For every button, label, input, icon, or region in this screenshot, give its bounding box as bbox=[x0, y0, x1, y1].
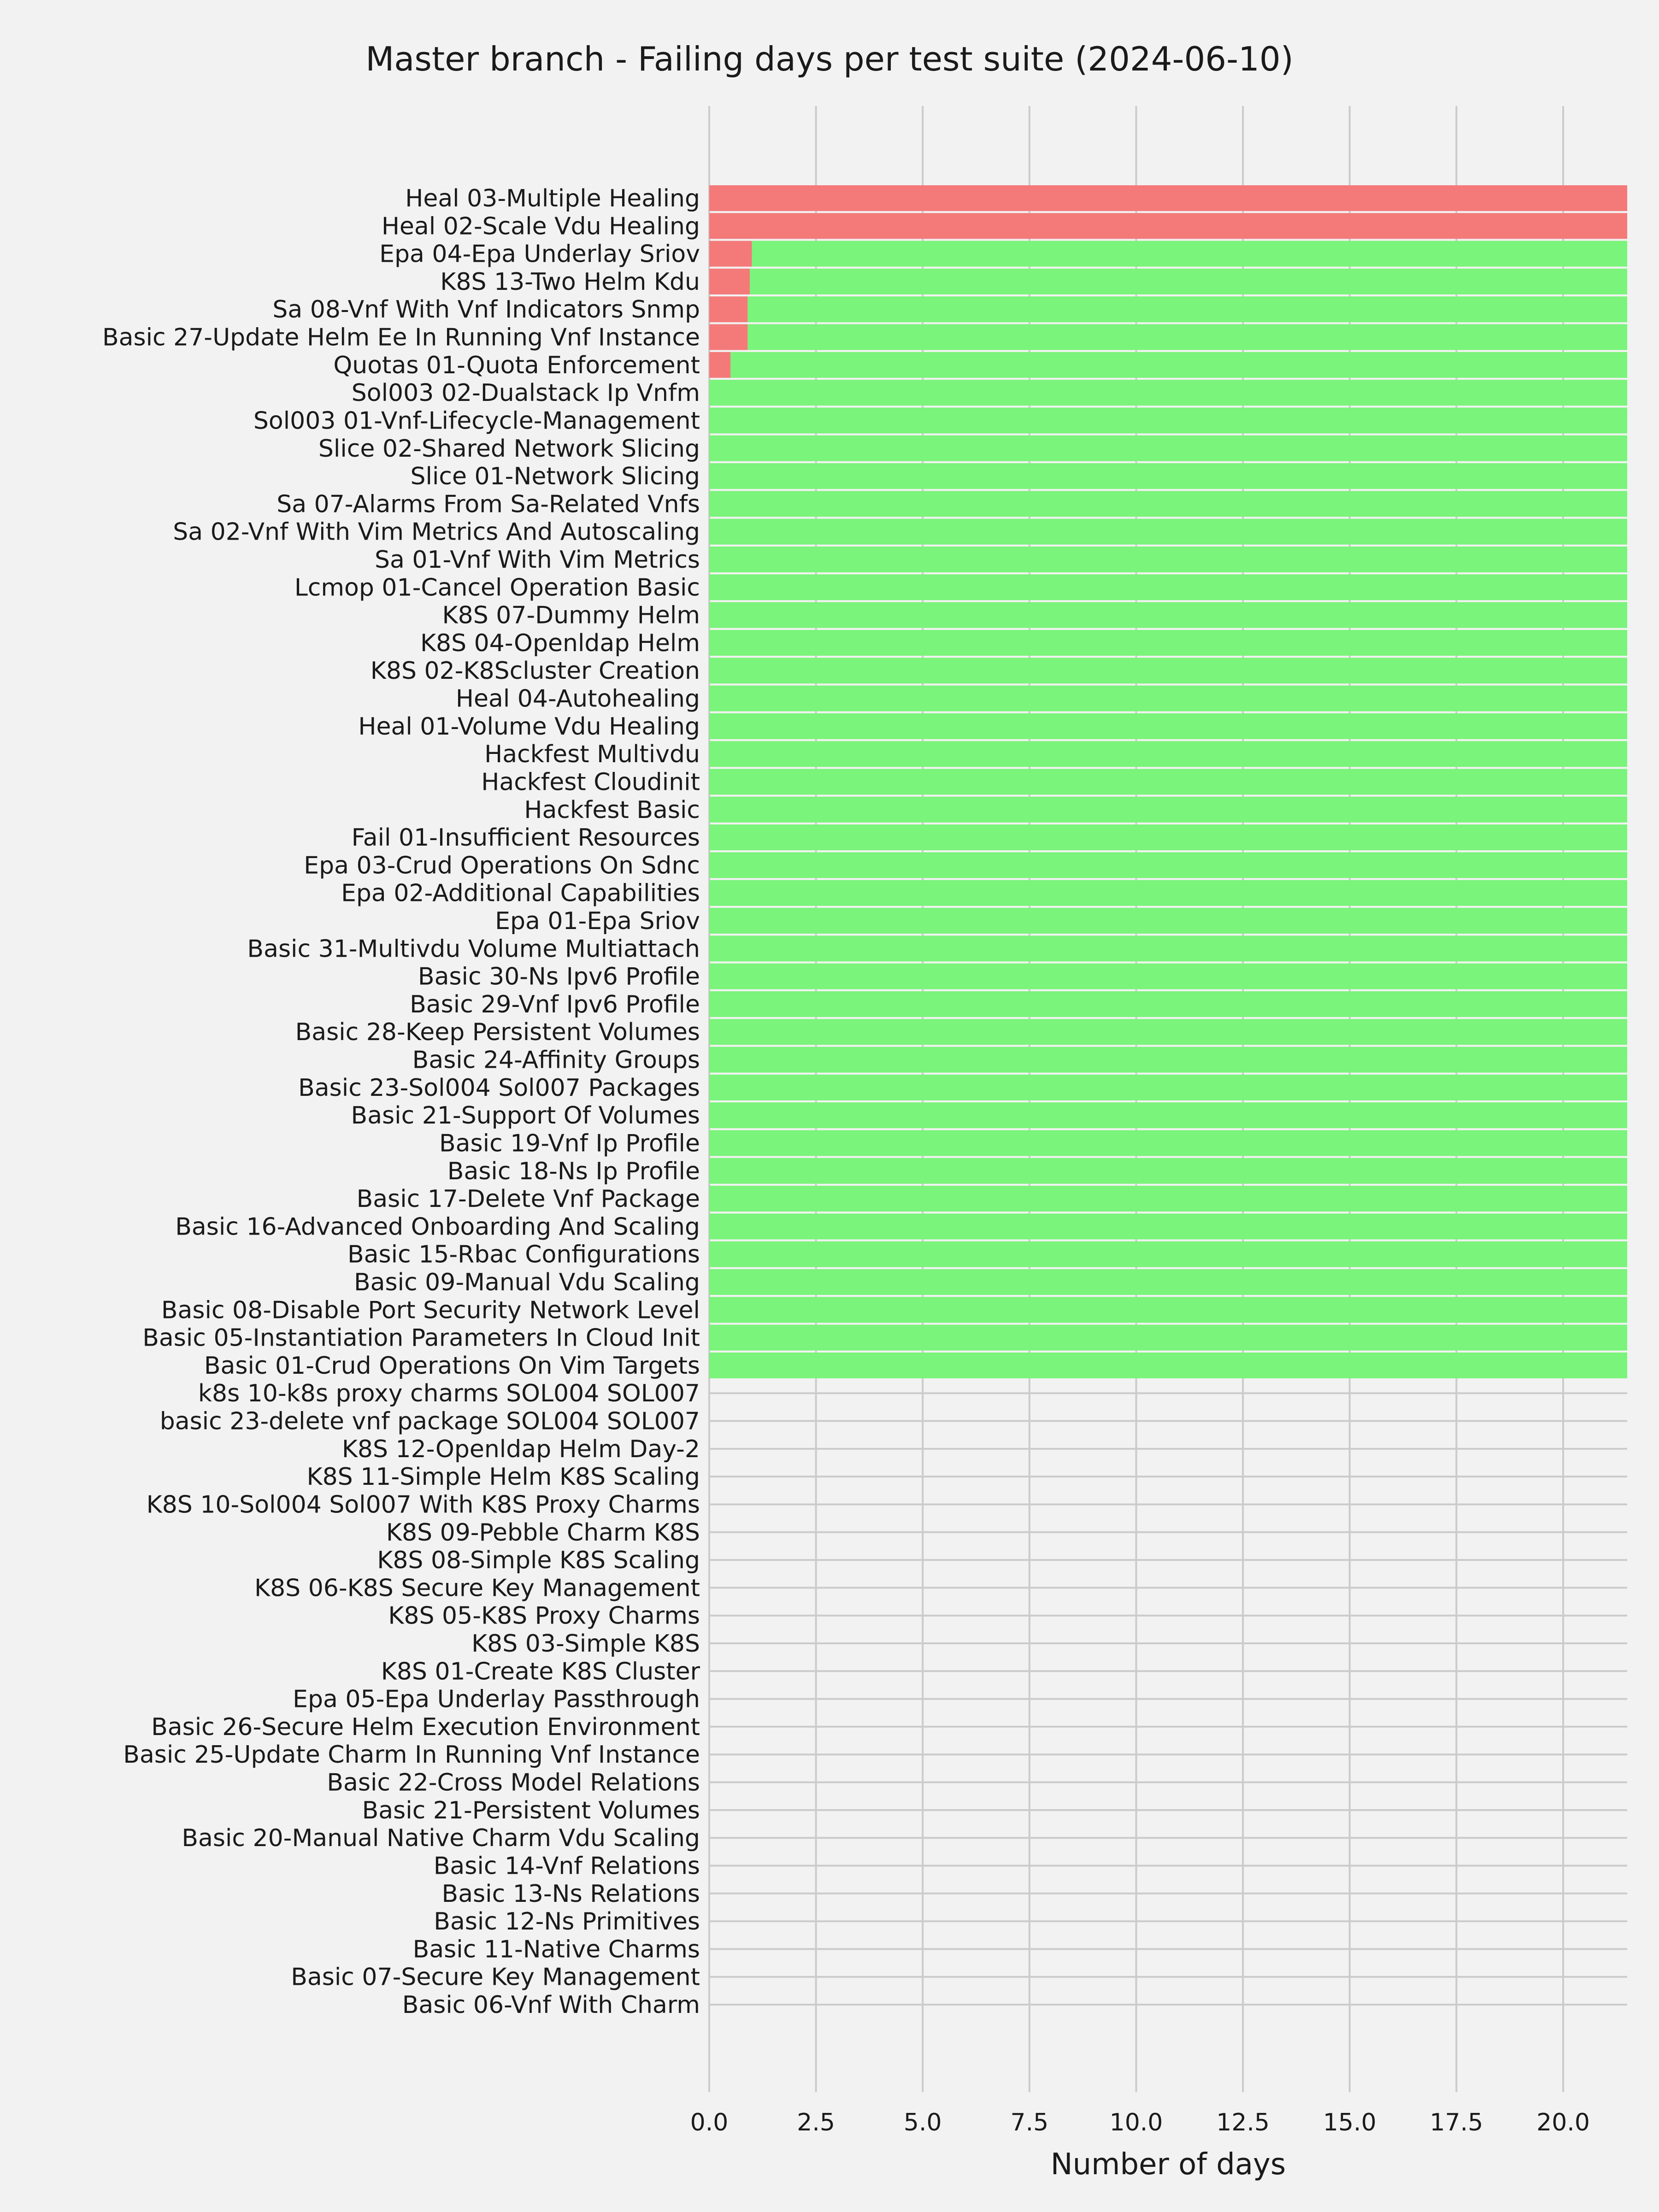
bar-passing bbox=[709, 380, 1627, 406]
y-tick-label: Basic 22-Cross Model Relations bbox=[327, 1769, 700, 1797]
bar-passing bbox=[709, 630, 1627, 656]
chart-title: Master branch - Failing days per test suite (2024-06-10) bbox=[365, 40, 1294, 78]
y-tick-label: Heal 02-Scale Vdu Healing bbox=[381, 212, 700, 241]
bar-passing bbox=[709, 1102, 1627, 1128]
bar-passing bbox=[709, 852, 1627, 878]
y-tick-label: Heal 01-Volume Vdu Healing bbox=[358, 712, 700, 741]
y-tick-label: Basic 11-Native Charms bbox=[412, 1936, 700, 1964]
bar-passing bbox=[709, 1297, 1627, 1323]
x-tick-label: 5.0 bbox=[903, 2109, 942, 2136]
y-tick-label: Basic 08-Disable Port Security Network Level bbox=[161, 1296, 700, 1324]
bar-passing bbox=[709, 463, 1627, 489]
bar-passing bbox=[709, 1241, 1627, 1267]
y-tick-label: Epa 05-Epa Underlay Passthrough bbox=[293, 1685, 700, 1713]
y-tick-label: Basic 24-Affinity Groups bbox=[412, 1046, 700, 1074]
bar-passing bbox=[709, 435, 1627, 461]
bar-failing bbox=[709, 185, 1627, 211]
bar-passing bbox=[709, 935, 1627, 961]
y-tick-label: Quotas 01-Quota Enforcement bbox=[333, 351, 700, 379]
y-tick-label: K8S 07-Dummy Helm bbox=[442, 601, 700, 629]
bar-passing bbox=[709, 769, 1627, 794]
y-tick-label: Hackfest Multivdu bbox=[484, 741, 700, 769]
bar-passing bbox=[709, 1325, 1627, 1351]
y-tick-label: Basic 27-Update Helm Ee In Running Vnf Instance bbox=[102, 324, 700, 352]
bar-passing bbox=[709, 1075, 1627, 1100]
y-tick-label: Sa 02-Vnf With Vim Metrics And Autoscaling bbox=[173, 518, 700, 546]
bar-passing bbox=[709, 797, 1627, 823]
y-tick-label: Basic 16-Advanced Onboarding And Scaling bbox=[175, 1213, 700, 1241]
y-tick-label: Sa 08-Vnf With Vnf Indicators Snmp bbox=[272, 296, 700, 324]
y-tick-label: Heal 03-Multiple Healing bbox=[405, 185, 700, 212]
bar-passing bbox=[709, 1019, 1627, 1045]
y-tick-label: Basic 17-Delete Vnf Package bbox=[356, 1185, 700, 1213]
x-tick-label: 17.5 bbox=[1430, 2109, 1483, 2136]
x-tick-label: 15.0 bbox=[1323, 2109, 1377, 2136]
y-tick-label: Slice 02-Shared Network Slicing bbox=[318, 435, 700, 463]
bar-passing bbox=[747, 324, 1627, 350]
y-tick-label: Basic 26-Secure Helm Execution Environment bbox=[151, 1713, 700, 1741]
bar-failing bbox=[709, 324, 747, 350]
y-tick-label: K8S 04-Openldap Helm bbox=[420, 629, 700, 657]
y-tick-label: Sol003 01-Vnf-Lifecycle-Management bbox=[253, 407, 700, 435]
x-tick-label: 12.5 bbox=[1216, 2109, 1270, 2136]
y-tick-label: Hackfest Cloudinit bbox=[481, 768, 700, 796]
y-tick-label: Hackfest Basic bbox=[524, 796, 700, 824]
y-tick-label: Lcmop 01-Cancel Operation Basic bbox=[294, 574, 700, 602]
y-tick-label: Basic 12-Ns Primitives bbox=[434, 1908, 700, 1936]
y-tick-label: k8s 10-k8s proxy charms SOL004 SOL007 bbox=[198, 1380, 700, 1408]
y-tick-label: Basic 07-Secure Key Management bbox=[291, 1963, 700, 1991]
y-tick-label: K8S 11-Simple Helm K8S Scaling bbox=[306, 1463, 700, 1491]
bar-passing bbox=[709, 547, 1627, 572]
y-tick-label: K8S 12-Openldap Helm Day-2 bbox=[341, 1435, 700, 1463]
bar-passing bbox=[709, 574, 1627, 600]
y-tick-label: Basic 31-Multivdu Volume Multiattach bbox=[247, 935, 700, 963]
y-tick-label: K8S 05-K8S Proxy Charms bbox=[388, 1602, 700, 1630]
bar-passing bbox=[750, 269, 1627, 294]
bar-passing bbox=[709, 407, 1627, 433]
y-tick-label: Basic 06-Vnf With Charm bbox=[402, 1991, 700, 2019]
bar-failing bbox=[709, 296, 747, 322]
bar-passing bbox=[747, 296, 1627, 322]
y-tick-label: K8S 09-Pebble Charm K8S bbox=[386, 1518, 700, 1547]
bar-failing bbox=[709, 241, 752, 267]
x-tick-label: 20.0 bbox=[1536, 2109, 1590, 2136]
y-tick-label: Sol003 02-Dualstack Ip Vnfm bbox=[351, 379, 700, 407]
y-tick-label: Epa 04-Epa Underlay Sriov bbox=[379, 240, 700, 268]
x-tick-label: 7.5 bbox=[1010, 2109, 1049, 2136]
bar-failing bbox=[709, 269, 750, 294]
y-tick-label: basic 23-delete vnf package SOL004 SOL007 bbox=[159, 1407, 700, 1435]
bar-passing bbox=[709, 1213, 1627, 1239]
y-tick-label: Basic 25-Update Charm In Running Vnf Instance bbox=[123, 1741, 700, 1769]
bar-passing bbox=[709, 824, 1627, 850]
bar-passing bbox=[709, 1047, 1627, 1073]
x-tick-label: 2.5 bbox=[797, 2109, 835, 2136]
bar-passing bbox=[709, 519, 1627, 545]
y-tick-label: K8S 02-K8Scluster Creation bbox=[370, 657, 700, 685]
y-tick-label: Basic 01-Crud Operations On Vim Targets bbox=[204, 1352, 700, 1380]
bars bbox=[709, 185, 1627, 1378]
y-tick-label: K8S 08-Simple K8S Scaling bbox=[377, 1547, 700, 1575]
y-tick-label: Basic 20-Manual Native Charm Vdu Scaling bbox=[182, 1824, 700, 1853]
y-tick-label: K8S 10-Sol004 Sol007 With K8S Proxy Charms bbox=[146, 1491, 700, 1519]
bar-failing bbox=[709, 352, 730, 378]
bar-passing bbox=[709, 991, 1627, 1017]
y-tick-label: Basic 21-Support Of Volumes bbox=[351, 1102, 700, 1130]
y-tick-label: Basic 15-Rbac Configurations bbox=[347, 1241, 700, 1269]
y-tick-label: K8S 13-Two Helm Kdu bbox=[440, 268, 700, 296]
y-tick-label: K8S 01-Create K8S Cluster bbox=[381, 1658, 700, 1686]
x-tick-labels bbox=[690, 2109, 1590, 2136]
y-tick-label: Basic 19-Vnf Ip Profile bbox=[439, 1130, 700, 1158]
y-tick-label: Sa 01-Vnf With Vim Metrics bbox=[374, 546, 700, 574]
y-tick-label: Fail 01-Insufficient Resources bbox=[351, 824, 700, 852]
bar-passing bbox=[752, 241, 1627, 267]
y-tick-label: Basic 13-Ns Relations bbox=[441, 1880, 700, 1908]
y-tick-label: Slice 01-Network Slicing bbox=[410, 463, 700, 491]
y-tick-label: Basic 21-Persistent Volumes bbox=[362, 1796, 700, 1824]
y-tick-label: Sa 07-Alarms From Sa-Related Vnfs bbox=[276, 490, 700, 518]
y-tick-label: K8S 03-Simple K8S bbox=[471, 1630, 700, 1658]
bar-passing bbox=[709, 1186, 1627, 1212]
x-tick-label: 10.0 bbox=[1109, 2109, 1163, 2136]
bar-failing bbox=[709, 213, 1627, 239]
bar-passing bbox=[709, 713, 1627, 739]
bar-passing bbox=[709, 1353, 1627, 1378]
y-tick-label: Epa 03-Crud Operations On Sdnc bbox=[304, 852, 700, 880]
bar-passing bbox=[709, 1130, 1627, 1156]
y-tick-label: Basic 18-Ns Ip Profile bbox=[447, 1157, 700, 1185]
bar-passing bbox=[709, 1269, 1627, 1295]
y-tick-label: Basic 14-Vnf Relations bbox=[433, 1852, 700, 1880]
x-tick-label: 0.0 bbox=[690, 2109, 729, 2136]
bar-passing bbox=[709, 1158, 1627, 1184]
bar-passing bbox=[709, 658, 1627, 683]
y-tick-label: Basic 30-Ns Ipv6 Profile bbox=[418, 963, 700, 991]
y-tick-label: Basic 23-Sol004 Sol007 Packages bbox=[298, 1074, 700, 1102]
bar-passing bbox=[709, 880, 1627, 906]
y-tick-label: Heal 04-Autohealing bbox=[455, 685, 700, 713]
bar-passing bbox=[730, 352, 1627, 378]
y-tick-label: Epa 02-Additional Capabilities bbox=[341, 879, 700, 907]
y-tick-label: K8S 06-K8S Secure Key Management bbox=[254, 1574, 700, 1602]
y-tick-label: Basic 28-Keep Persistent Volumes bbox=[295, 1018, 700, 1047]
bar-passing bbox=[709, 491, 1627, 517]
y-tick-label: Basic 05-Instantiation Parameters In Cloud Init bbox=[142, 1324, 700, 1352]
y-tick-label: Basic 29-Vnf Ipv6 Profile bbox=[410, 990, 700, 1018]
bar-passing bbox=[709, 602, 1627, 628]
y-tick-label: Basic 09-Manual Vdu Scaling bbox=[353, 1269, 700, 1296]
y-tick-label: Epa 01-Epa Sriov bbox=[495, 907, 700, 935]
bar-passing bbox=[709, 686, 1627, 712]
bar-passing bbox=[709, 964, 1627, 989]
x-axis-label: Number of days bbox=[1050, 2147, 1286, 2182]
bar-passing bbox=[709, 908, 1627, 934]
bar-passing bbox=[709, 741, 1627, 767]
